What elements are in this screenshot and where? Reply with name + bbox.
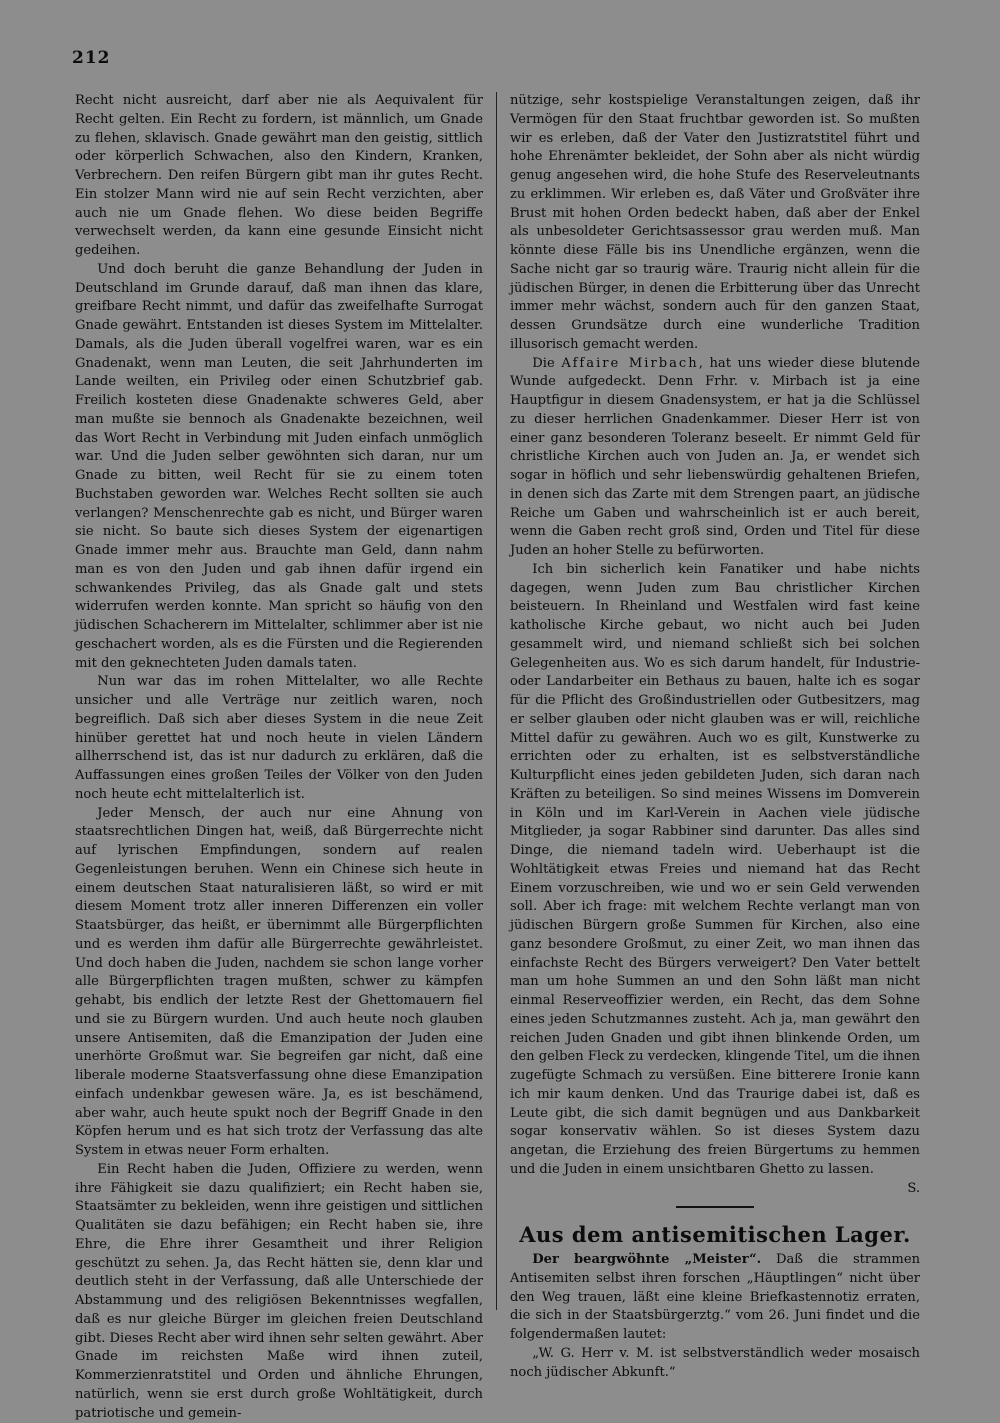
- affaire-name: Affaire Mirbach: [561, 355, 699, 371]
- right-column: [510, 92, 920, 1382]
- paragraph: Nun war das im rohen Mittelalter, wo alle Rechte unsicher und alle Verträge nur zeitlich waren, noch begreiflich. Daß sich aber dieses System in die neue Zeit hinüber gerettet hat und noch heute in vielen Ländern allherrschend ist, das ist nur dadurch zu erklären, daß die Auffassungen eines großen Teiles der Völker von den Juden noch heute echt mittelalterlich ist.: [75, 674, 483, 802]
- paragraph: [510, 1251, 920, 1345]
- paragraph: Ein Recht haben die Juden, Offiziere zu werden, wenn ihre Fähigkeit sie dazu qualifiziert; ein Recht haben sie, Staatsämter zu bekleiden, wenn ihre geistigen und sittlichen Qualitäten sie dazu befähigen; ein Recht haben sie, ihre Ehre, die Ehre ihrer Gesamtheit und ihrer Religion geschützt zu sehen. Ja, das Recht hätten sie, denn klar und deutlich steht in der Verfassung, daß alle Unterschiede der Abstammung und des religiösen Bekenntnisses wegfallen, daß es nur gleiche Bürger im gleichen freien Deutschland gibt. Dieses Recht aber wird ihnen sehr selten gewährt. Aber Gnade im reichsten Maße wird ihnen zuteil, Kommerzienratstitel und Orden und ähnliche Ehrungen, natürlich, wenn sie erst durch große Wohltätigkeit, durch patriotische und gemein-: [75, 1161, 483, 1421]
- section-title: Aus dem antisemitischen Lager.: [519, 1222, 911, 1248]
- paragraph: nützige, sehr kostspielige Veranstaltungen zeigen, daß ihr Vermögen für den Staat fruchtbar geworden ist. So mußten wir es erleben, daß der Vater den Justizratstitel führt und hohe Ehrenämter bekleidet, der Sohn aber als nicht würdig genug angesehen wird, die hohe Stufe des Reserveleutnants zu erklimmen. Wir erleben es, daß Väter und Großväter ihre Brust mit hohen Orden bedeckt haben, daß aber der Enkel als unbesoldeter Gerichtsassessor grau werden muß. Man könnte diese Fälle bis ins Unendliche ergänzen, wenn die Sache nicht gar so traurig wäre. Traurig nicht allein für die jüdischen Bürger, in denen die Erbitterung über das Unrecht immer mehr wächst, sondern auch für den ganzen Staat, dessen Grundsätze durch eine wunderliche Tradition illusorisch gemacht werden.: [510, 93, 920, 352]
- paragraph: [510, 355, 920, 561]
- paragraph: Recht nicht ausreicht, darf aber nie als Aequivalent für Recht gelten. Ein Recht zu fordern, ist männlich, um Gnade zu flehen, sklavisch. Gnade gewährt man den geistig, sittlich oder körperlich Schwachen, also den Kindern, Kranken, Verbrechern. Den reifen Bürgern gibt man ihr gutes Recht. Ein stolzer Mann wird nie auf sein Recht verzichten, aber auch nie um Gnade flehen. Wo diese beiden Begriffe verwechselt werden, da kann eine gesunde Einsicht nicht gedeihen.: [75, 93, 483, 258]
- paragraph: Jeder Mensch, der auch nur eine Ahnung von staatsrechtlichen Dingen hat, weiß, daß Bürgerrechte nicht auf lyrischen Empfindungen, sondern auf realen Gegenleistungen beruhen. Wenn ein Chinese sich heute in einem deutschen Staat naturalisieren läßt, so wird er mit diesem Moment trotz aller inneren Differenzen ein voller Staatsbürger, das heißt, er übernimmt alle Bürgerpflichten und es werden ihm dafür alle Bürgerrechte gewährleistet. Und doch haben die Juden, nachdem sie schon lange vorher alle Bürgerpflichten tragen mußten, schwer zu kämpfen gehabt, bis endlich der letzte Rest der Ghettomauern fiel und sie zu Bürgern wurden. Und auch heute noch glauben unsere Antisemiten, daß die Emanzipation der Juden eine unerhörte Großmut war. Sie begreifen gar nicht, daß eine liberale moderne Staatsverfassung ohne diese Emanzipation einfach undenkbar gewesen wäre. Ja, es ist beschämend, aber wahr, auch heute spukt noch der Begriff Gnade in den Köpfen herum und es hat sich trotz der Verfassung das alte System in etwas neuer Form erhalten.: [75, 805, 483, 1158]
- article-heading: Der beargwöhnte „Meister“.: [532, 1252, 762, 1267]
- quote: „W. G. Herr v. M. ist selbstverständlich weder mosaisch noch jüdischer Abkunft.“: [510, 1345, 920, 1380]
- section-divider: [676, 1206, 754, 1208]
- text-span: , hat uns wieder diese blutende Wunde aufgedeckt. Denn Frhr. v. Mirbach ist ja eine Hauptfigur in diesem Gnadensystem, er hat ja die Schlüssel zu dieser herrlichen Gnadenkammer. Dieser Herr ist von einer ganz besonderen Toleranz beseelt. Er nimmt Geld für christliche Kirchen auch von Juden an. Ja, er wendet sich sogar in höflich und sehr liebenswürdig gehaltenen Briefen, in denen sich das Zarte mit dem Strengen paart, an jüdische Reiche um Gaben und wahrscheinlich ist er auch bereit, wenn die Gaben recht groß sind, Orden und Titel für diese Juden an hoher Stelle zu befürworten.: [510, 355, 920, 558]
- text-span: Daß die strammen Antisemiten selbst ihren forschen „Häuptlingen“ nicht über den Weg trauen, läßt eine kleine Briefkastennotiz erraten, die sich in der Staatsbürgerztg.“ vom 26. Juni findet und die folgendermaßen lautet:: [510, 1252, 921, 1342]
- text-span: Die: [532, 355, 555, 371]
- page-number: 212: [72, 48, 111, 68]
- paragraph: Ich bin sicherlich kein Fanatiker und habe nichts dagegen, wenn Juden zum Bau christlicher Kirchen beisteuern. In Rheinland und Westfalen wird fast keine katholische Kirche gebaut, wo nicht auch bei Juden gesammelt wird, und niemand schließt sich bei solchen Gelegenheiten aus. Wo es sich darum handelt, für Industrie- oder Landarbeiter ein Bethaus zu bauen, halte ich es sogar für die Pflicht des Großindustriellen oder Gutbesitzers, mag er selber glauben oder nicht glauben was er will, reichliche Mittel dafür zu gewähren. Auch wo es gilt, Kunstwerke zu errichten oder zu erhalten, ist es selbstverständliche Kulturpflicht eines jeden gebildeten Juden, sich daran nach Kräften zu beteiligen. So sind meines Wissens im Domverein in Köln und im Karl-Verein in Aachen viele jüdische Mitglieder, ja sogar Rabbiner sind darunter. Das alles sind Dinge, die niemand tadeln wird. Ueberhaupt ist die Wohltätigkeit etwas Freies und niemand hat das Recht Einem vorzuschreiben, wie und wo er sein Geld verwenden soll. Aber ich frage: mit welchem Rechte verlangt man von jüdischen Bürgern große Summen für Kirchen, also eine ganz besondere Großmut, zu einer Zeit, wo man ihnen das einfachste Recht des Bürgers verweigert? Den Vater bettelt man um hohe Summen an und den Sohn läßt man nicht einmal Reserveoffizier werden, ein Recht, das dem Sohne eines jeden Schutzmannes zusteht. Ach ja, man gewährt den reichen Juden Gnaden und gibt ihnen blinkende Orden, um den gelben Fleck zu verdecken, klingende Titel, um die ihnen zugefügte Schmach zu versüßen. Eine bitterere Ironie kann ich mir kaum denken. Und das Traurige dabei ist, daß es Leute gibt, die sich damit begnügen und aus Dankbarkeit sogar konservativ wählen. So ist dieses System dazu angetan, die Erziehung des freien Bürgertums zu hemmen und die Juden in einem unsichtbaren Ghetto zu lassen.: [510, 561, 920, 1177]
- column-divider: [496, 92, 497, 1310]
- paragraph: Und doch beruht die ganze Behandlung der Juden in Deutschland im Grunde darauf, daß man ihnen das klare, greifbare Recht nimmt, und dafür das zweifelhafte Surrogat Gnade gewährt. Entstanden ist dieses System im Mittelalter. Damals, als die Juden überall vogelfrei waren, war es ein Gnadenakt, wenn man Leuten, die seit Jahrhunderten im Lande weilten, ein Privileg oder einen Schutzbrief gab. Freilich kosteten diese Gnadenakte schweres Geld, aber man mußte sie bennoch als Gnadenakte bezeichnen, weil das Wort Recht in Verbindung mit Juden einfach unmöglich war. Und die Juden selber gewöhnten sich daran, nur um Gnade zu bitten, weil Recht für sie zu einem toten Buchstaben geworden war. Welches Recht sollten sie auch verlangen? Menschenrechte gab es nicht, und Bürger waren sie nicht. So baute sich dieses System der eigenartigen Gnade immer mehr aus. Brauchte man Geld, dann nahm man es von den Juden und gab ihnen dafür irgend ein schwankendes Privileg, das als Gnade galt und stets widerrufen werden konnte. Man spricht so häufig von den jüdischen Schacherern im Mittelalter, schlimmer aber ist nie geschachert worden, als es die Fürsten und die Regierenden mit den geknechteten Juden damals taten.: [75, 261, 483, 671]
- signature: S.: [907, 1180, 920, 1196]
- left-column: [75, 92, 483, 1423]
